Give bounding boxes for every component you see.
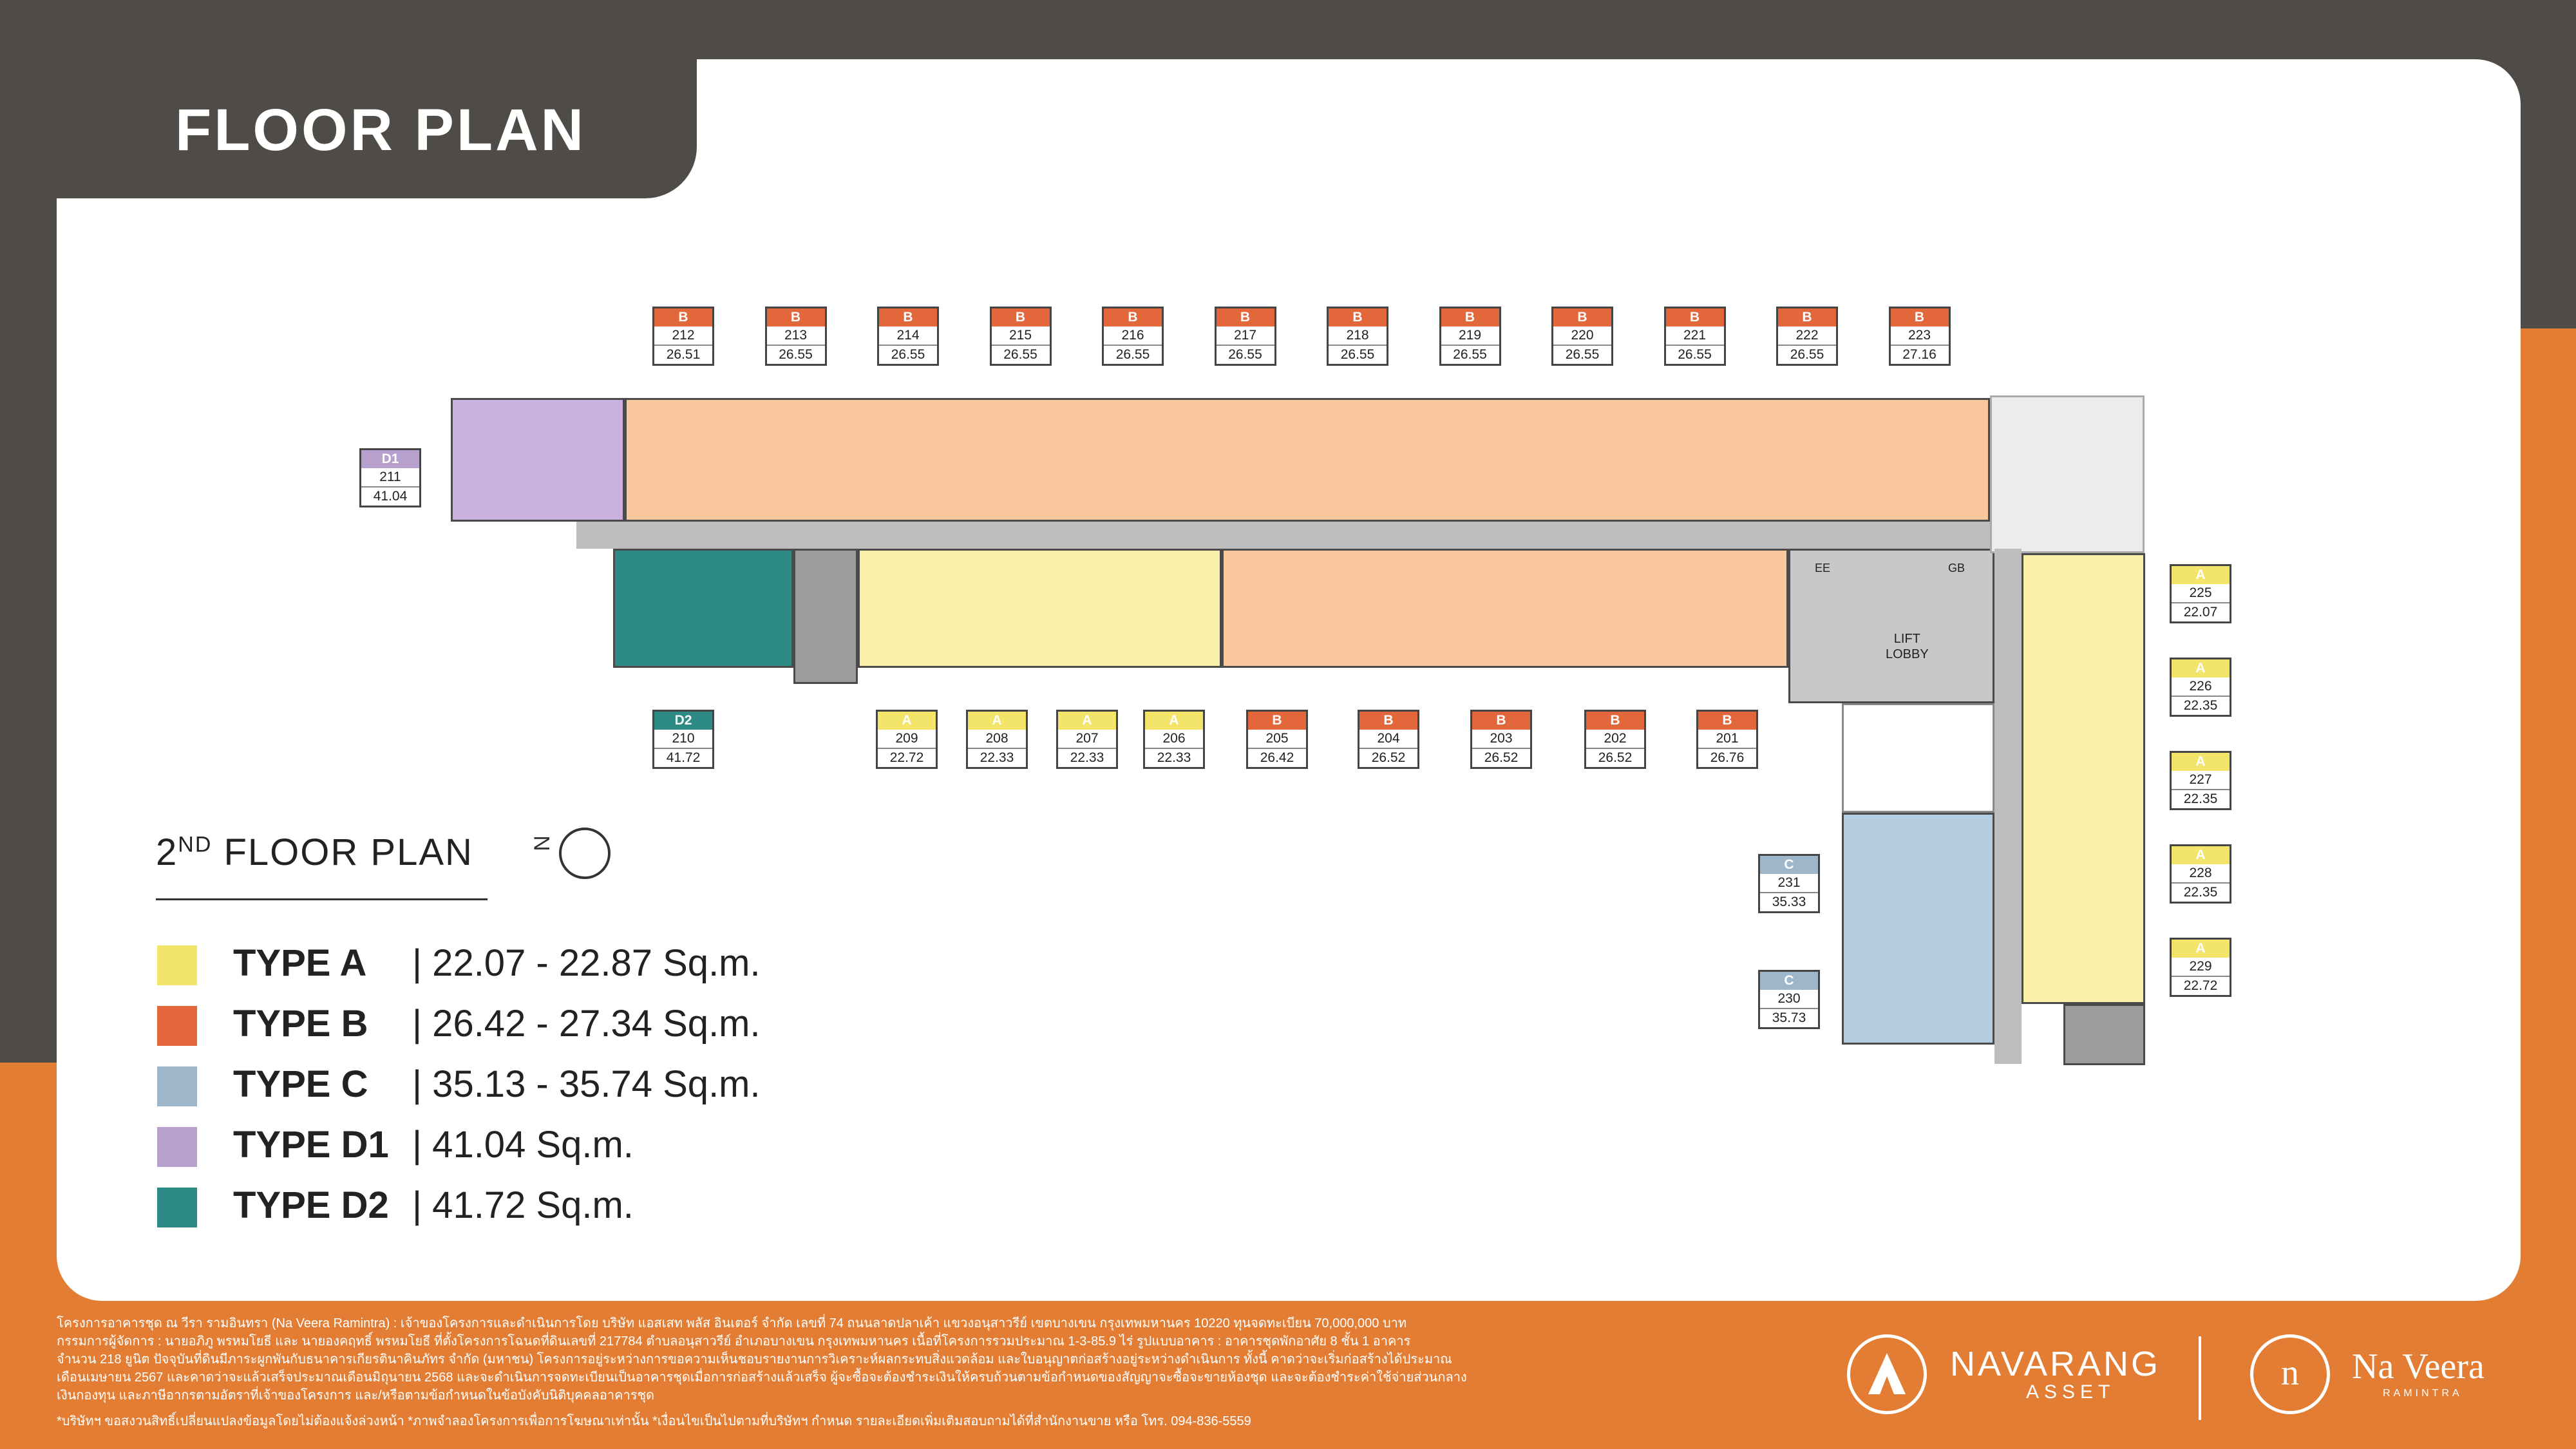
unit-number: 229 (2172, 958, 2230, 977)
bottom-a-block[interactable] (858, 549, 1222, 668)
unit-area: 26.55 (1115, 347, 1150, 362)
bottom-b-block[interactable] (1222, 549, 1788, 668)
lift-lobby-label (1886, 631, 1929, 662)
legend-swatch (157, 1006, 197, 1046)
unit-type: B (1104, 308, 1162, 327)
unit-area: 22.33 (1157, 750, 1191, 765)
disclaimer-line: กรรมการผู้จัดการ : นายอภิภู พรหมโยธี และ นายองคฤทธิ์ พรหมโยธี ที่ตั้งโครงการโฉนดที่ดินเลขที่ 217784 ตำบลอนุสาวรีย์ อำเภอบางเขน กรุงเทพมหานคร เนื้อที่โครงการรวมประมาณ 1-3-85.9 ไร่ รูปแบบอาคาร : อาคารชุดพักอาศัย 8 ชั้น 1 อาคาร (57, 1334, 1411, 1349)
unit-type: A (2172, 846, 2230, 864)
disclaimer-line: เงินกองทุน และภาษีอากรตามอัตราที่เจ้าของโครงการ และ/หรือตามข้อกำหนดในข้อบังคับนิติบุคคลอาคารชุด (57, 1388, 655, 1403)
unit-number: 204 (1359, 730, 1417, 749)
unit-number: 210 (654, 730, 712, 749)
unit-number: 230 (1760, 990, 1818, 1009)
unit-area: 26.52 (1598, 750, 1633, 765)
floor-subtitle-text: FLOOR PLAN (223, 831, 473, 873)
unit-type: B (1359, 712, 1417, 730)
unit-area: 22.72 (889, 750, 924, 765)
unit-area: 22.35 (2183, 698, 2218, 713)
unit-number: 222 (1778, 327, 1836, 346)
unit-tag-205[interactable] (1246, 710, 1308, 769)
unit-tag-230[interactable] (1758, 970, 1820, 1029)
unit-tag-223[interactable] (1889, 307, 1951, 366)
unit-number: 217 (1217, 327, 1274, 346)
disclaimer-line: จำนวน 218 ยูนิต ปัจจุบันที่ดินมีภาระผูกพันกับธนาคารเกียรตินาคินภัทร จำกัด (มหาชน) โครงการอยู่ระหว่างการขอความเห็นชอบรายงานการวิเคราะห์ผลกระทบสิ่งแวดล้อม และใบอนุญาตก่อสร้างอยู่ระหว่างดำเนินการ ทั้งนี้ คาดว่าจะเริ่มก่อสร้างได้ประมาณ (57, 1352, 1452, 1367)
right-a-block[interactable] (2022, 553, 2145, 1004)
unit-tag-227[interactable] (2170, 751, 2231, 810)
unit-type: B (992, 308, 1050, 327)
brand-naveera: Na Veera (2352, 1347, 2485, 1387)
unit-area: 26.42 (1260, 750, 1294, 765)
unit-type: A (2172, 940, 2230, 958)
lift-lobby-label-1: LIFT (1893, 632, 1920, 646)
unit-tag-221[interactable] (1664, 307, 1726, 366)
unit-area: 35.33 (1772, 895, 1806, 909)
unit-number: 201 (1698, 730, 1756, 749)
legend-type: TYPE A (233, 942, 367, 984)
disclaimer-line: เดือนเมษายน 2567 และคาดว่าจะแล้วเสร็จประมาณเดือนมิถุนายน 2568 และจะดำเนินการจดทะเบียนเป็นอาคารชุดเมื่อการก่อสร้างแล้วเสร็จ ผู้จะซื้อจะต้องชำระเงินให้ครบถ้วนตามข้อกำหนดของสัญญาจะซื้อจะขายห้องชุด และจะต้องชำระค่าใช้จ่ายส่วนกลาง (57, 1370, 1467, 1385)
unit-tag-201[interactable] (1696, 710, 1758, 769)
unit-d1-area[interactable] (451, 398, 625, 522)
unit-number: 214 (879, 327, 937, 346)
unit-tag-229[interactable] (2170, 938, 2231, 997)
subtitle-underline (156, 898, 488, 900)
legend-swatch (157, 1188, 197, 1227)
unit-tag-203[interactable] (1470, 710, 1532, 769)
unit-tag-202[interactable] (1584, 710, 1646, 769)
unit-area: 26.55 (1228, 347, 1262, 362)
legend-type: TYPE B (233, 1003, 368, 1045)
legend-type: TYPE D2 (233, 1184, 389, 1226)
ee-label: EE (1815, 562, 1831, 574)
unit-number: 205 (1248, 730, 1306, 749)
unit-number: 206 (1145, 730, 1203, 749)
unit-area: 41.04 (373, 489, 408, 504)
floor-suffix: ND (178, 832, 213, 857)
unit-number: 220 (1553, 327, 1611, 346)
unit-type: A (878, 712, 936, 730)
page-title: FLOOR PLAN (175, 97, 586, 163)
unit-type: B (879, 308, 937, 327)
brand-navarang: NAVARANG (1950, 1345, 2161, 1383)
unit-area: 22.72 (2183, 978, 2218, 993)
unit-d2-area[interactable] (613, 549, 793, 668)
unit-area: 26.55 (1003, 347, 1037, 362)
lift-lobby-label-2: LOBBY (1886, 647, 1929, 661)
unit-type: B (1586, 712, 1644, 730)
legend-size: | 26.42 - 27.34 Sq.m. (412, 1003, 761, 1045)
unit-area: 26.55 (891, 347, 925, 362)
unit-number: 218 (1329, 327, 1387, 346)
unit-number: 209 (878, 730, 936, 749)
unit-tag-215[interactable] (990, 307, 1052, 366)
unit-number: 213 (767, 327, 825, 346)
unit-tag-225[interactable] (2170, 564, 2231, 623)
unit-type: B (1698, 712, 1756, 730)
unit-type: A (2172, 659, 2230, 677)
unit-area: 26.55 (779, 347, 813, 362)
unit-area: 22.35 (2183, 791, 2218, 806)
unit-type: B (1441, 308, 1499, 327)
unit-number: 215 (992, 327, 1050, 346)
unit-area: 26.76 (1710, 750, 1745, 765)
roof-terrace (1990, 395, 2145, 553)
stair-left (793, 549, 858, 684)
unit-tag-226[interactable] (2170, 658, 2231, 717)
legend-size: | 22.07 - 22.87 Sq.m. (412, 942, 761, 984)
stair-right (2063, 1004, 2145, 1065)
unit-tag-206[interactable] (1143, 710, 1205, 769)
unit-number: 227 (2172, 771, 2230, 790)
unit-number: 225 (2172, 584, 2230, 603)
unit-type: B (1472, 712, 1530, 730)
unit-tag-217[interactable] (1215, 307, 1276, 366)
unit-type: A (1058, 712, 1116, 730)
void-area (1842, 703, 1994, 813)
unit-number: 203 (1472, 730, 1530, 749)
unit-tag-216[interactable] (1102, 307, 1164, 366)
unit-type: A (2172, 753, 2230, 771)
unit-tag-211[interactable] (359, 448, 421, 507)
navarang-logo-icon (1847, 1334, 1927, 1414)
unit-type: C (1760, 972, 1818, 990)
unit-number: 223 (1891, 327, 1949, 346)
unit-tag-214[interactable] (877, 307, 939, 366)
unit-type: B (1891, 308, 1949, 327)
brand-ramintra: RAMINTRA (2383, 1388, 2463, 1399)
legend-type: TYPE C (233, 1063, 368, 1105)
unit-tag-207[interactable] (1056, 710, 1118, 769)
corridor-right (1994, 549, 2022, 1064)
unit-area: 22.33 (1070, 750, 1104, 765)
unit-type: A (1145, 712, 1203, 730)
unit-number: 211 (361, 468, 419, 488)
unit-area: 26.51 (666, 347, 701, 362)
unit-area: 26.55 (1678, 347, 1712, 362)
unit-type: B (654, 308, 712, 327)
unit-area: 35.73 (1772, 1010, 1806, 1025)
unit-type: B (1666, 308, 1724, 327)
unit-area: 22.33 (980, 750, 1014, 765)
unit-tag-218[interactable] (1327, 307, 1388, 366)
unit-type: A (2172, 566, 2230, 584)
unit-tag-208[interactable] (966, 710, 1028, 769)
unit-tag-219[interactable] (1439, 307, 1501, 366)
unit-area: 26.52 (1371, 750, 1406, 765)
unit-number: 228 (2172, 864, 2230, 884)
legend-swatch (157, 1066, 197, 1106)
unit-type: B (1329, 308, 1387, 327)
unit-tag-212[interactable] (652, 307, 714, 366)
unit-tag-228[interactable] (2170, 844, 2231, 904)
legend-swatch (157, 1127, 197, 1167)
legend-size: | 35.13 - 35.74 Sq.m. (412, 1063, 761, 1105)
legend-type: TYPE D1 (233, 1124, 389, 1166)
disclaimer-line: โครงการอาคารชุด ณ วีรา รามอินทรา (Na Veera Ramintra) : เจ้าของโครงการและดำเนินการโดย บริษัท แอสเสท พลัส อินเตอร์ จำกัด เลขที่ 74 ถนนลาดปลาเค้า แขวงอนุสาวรีย์ เขตบางเขน กรุงเทพมหานคร 10220 ทุนจดทะเบียน 70,000,000 บาท (57, 1316, 1407, 1331)
gb-label: GB (1948, 562, 1965, 574)
unit-number: 202 (1586, 730, 1644, 749)
unit-area: 41.72 (666, 750, 701, 765)
unit-area: 22.07 (2183, 605, 2218, 620)
unit-type: B (1778, 308, 1836, 327)
unit-area: 27.16 (1902, 347, 1937, 362)
unit-number: 219 (1441, 327, 1499, 346)
unit-type: B (1217, 308, 1274, 327)
legend-swatch (157, 945, 197, 985)
unit-type: B (1553, 308, 1611, 327)
unit-type: B (1248, 712, 1306, 730)
naveera-logo-icon: n (2250, 1334, 2330, 1414)
unit-area: 26.55 (1340, 347, 1375, 362)
unit-area: 26.55 (1453, 347, 1487, 362)
unit-type: A (968, 712, 1026, 730)
top-units-block[interactable] (625, 398, 1990, 522)
legend-size: | 41.04 Sq.m. (412, 1124, 634, 1166)
unit-tag-204[interactable] (1358, 710, 1419, 769)
unit-type: D1 (361, 450, 419, 468)
unit-area: 26.52 (1484, 750, 1519, 765)
compass-icon (559, 828, 611, 879)
unit-tag-231[interactable] (1758, 854, 1820, 913)
unit-tag-220[interactable] (1551, 307, 1613, 366)
unit-area: 26.55 (1565, 347, 1600, 362)
unit-number: 216 (1104, 327, 1162, 346)
unit-number: 208 (968, 730, 1026, 749)
unit-tag-210[interactable] (652, 710, 714, 769)
legend-size: | 41.72 Sq.m. (412, 1184, 634, 1226)
corridor-main (576, 522, 2022, 549)
unit-number: 221 (1666, 327, 1724, 346)
unit-area: 26.55 (1790, 347, 1824, 362)
unit-type: B (767, 308, 825, 327)
unit-number: 226 (2172, 677, 2230, 697)
unit-number: 207 (1058, 730, 1116, 749)
unit-tag-209[interactable] (876, 710, 938, 769)
unit-c-area[interactable] (1842, 813, 1994, 1045)
compass-n-label: N (529, 835, 554, 851)
unit-number: 231 (1760, 874, 1818, 893)
unit-area: 22.35 (2183, 885, 2218, 900)
brand-divider (2199, 1336, 2201, 1420)
unit-number: 212 (654, 327, 712, 346)
floor-number: 2 (156, 831, 178, 873)
brand-asset: ASSET (2026, 1381, 2116, 1403)
floor-subtitle (156, 831, 473, 874)
unit-type: C (1760, 856, 1818, 874)
unit-tag-213[interactable] (765, 307, 827, 366)
disclaimer-line: *บริษัทฯ ขอสงวนสิทธิ์เปลี่ยนแปลงข้อมูลโดยไม่ต้องแจ้งล่วงหน้า *ภาพจำลองโครงการเพื่อการโฆษณาเท่านั้น *เงื่อนไขเป็นไปตามที่บริษัทฯ กำหนด รายละเอียดเพิ่มเติมสอบถามได้ที่สำนักงานขาย หรือ โทร. 094-836-5559 (57, 1414, 1251, 1428)
unit-tag-222[interactable] (1776, 307, 1838, 366)
unit-type: D2 (654, 712, 712, 730)
